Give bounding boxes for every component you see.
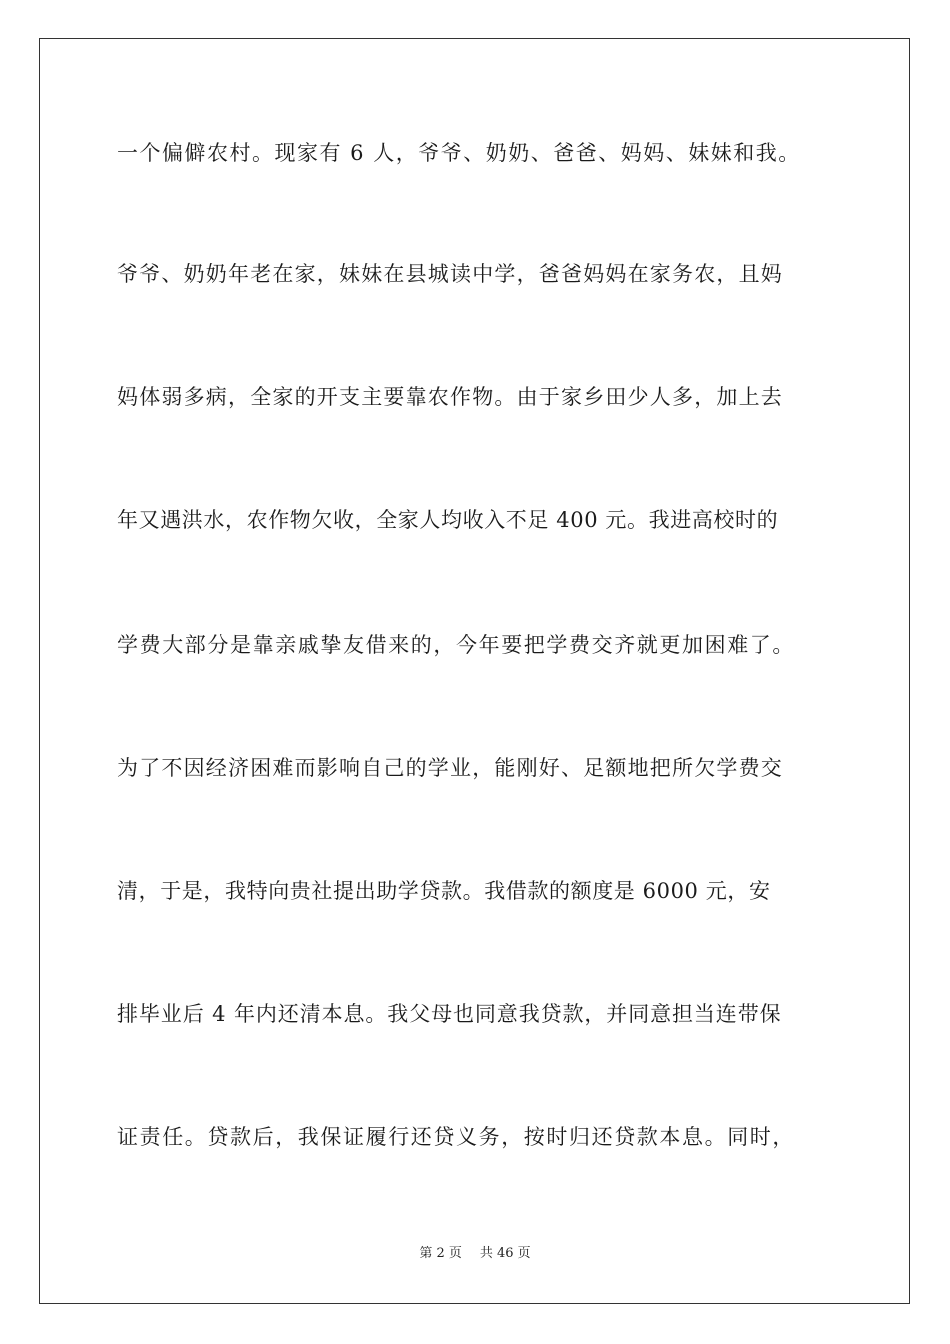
page-border [39, 38, 910, 1304]
page-footer [0, 1244, 950, 1264]
body-text-line: 妈体弱多病，全家的开支主要靠农作物。由于家乡田少人多，加上去 [117, 385, 783, 409]
body-text-line: 年又遇洪水，农作物欠收，全家人均收入不足 400 元。我进高校时的 [117, 508, 779, 532]
total-pages: 共 46 页 [479, 1246, 531, 1261]
body-text-line: 清，于是，我特向贵社提出助学贷款。我借款的额度是 6000 元，安 [117, 879, 771, 903]
body-text-line: 学费大部分是靠亲戚挚友借来的，今年要把学费交齐就更加困难了。 [117, 633, 795, 657]
body-text-line: 证责任。贷款后，我保证履行还贷义务，按时归还贷款本息。同时， [117, 1125, 795, 1149]
body-text-line: 一个偏僻农村。现家有 6 人，爷爷、奶奶、爸爸、妈妈、妹妹和我。 [117, 141, 801, 165]
body-text-line: 为了不因经济困难而影响自己的学业，能刚好、足额地把所欠学费交 [117, 756, 783, 780]
page-number: 第 2 页 [419, 1246, 462, 1261]
body-text-line: 爷爷、奶奶年老在家，妹妹在县城读中学，爸爸妈妈在家务农，且妈 [117, 262, 783, 286]
body-text-line: 排毕业后 4 年内还清本息。我父母也同意我贷款，并同意担当连带保 [117, 1002, 782, 1026]
